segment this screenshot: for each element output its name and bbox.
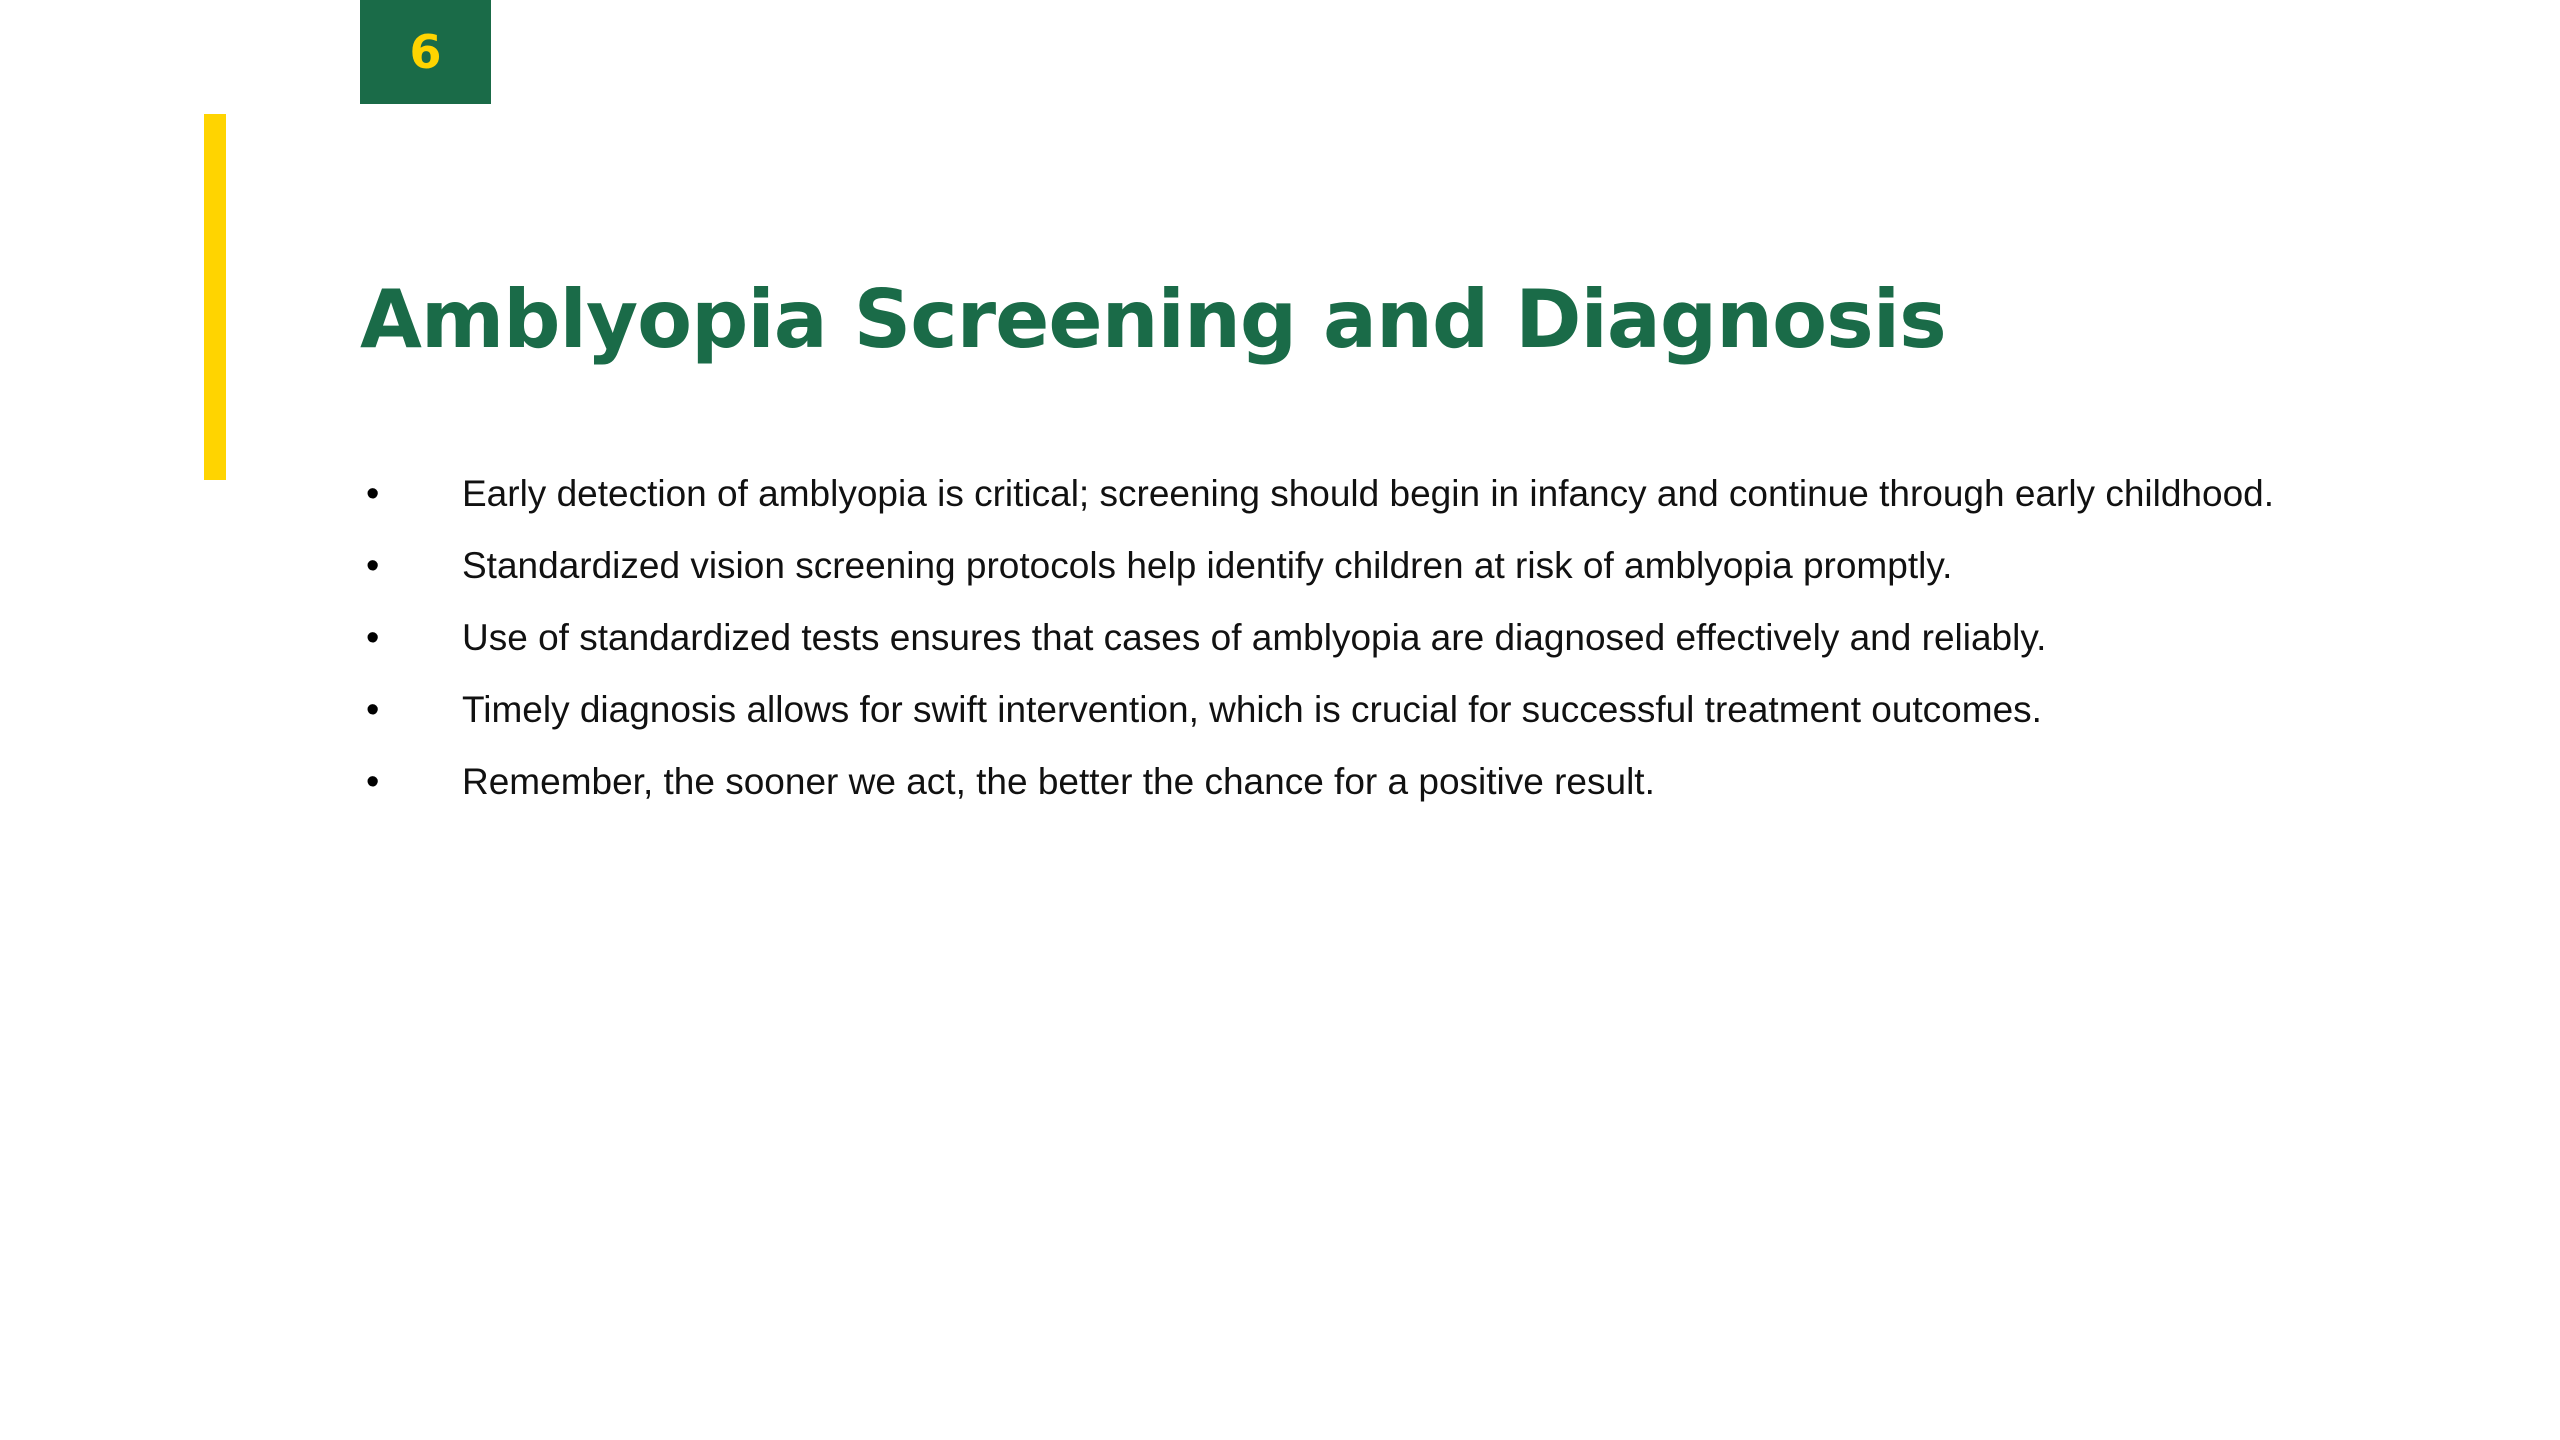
bullet-item	[360, 458, 2380, 530]
page-number-badge	[360, 0, 491, 104]
bullet-text: Early detection of amblyopia is critical; screening should begin in infancy and continue through early childhood.	[462, 473, 2275, 514]
bullet-list	[360, 458, 2380, 818]
slide-title: Amblyopia Screening and Diagnosis	[360, 273, 1946, 366]
bullet-text: Remember, the sooner we act, the better the chance for a positive result.	[462, 761, 1655, 802]
bullet-item	[360, 530, 2380, 602]
bullet-item	[360, 674, 2380, 746]
bullet-item	[360, 746, 2380, 818]
bullet-marker: •	[366, 473, 380, 515]
accent-bar	[204, 114, 226, 480]
bullet-marker: •	[366, 617, 380, 659]
bullet-item	[360, 602, 2380, 674]
bullet-marker: •	[366, 761, 380, 803]
bullet-marker: •	[366, 689, 380, 731]
bullet-text: Use of standardized tests ensures that cases of amblyopia are diagnosed effectively and reliably.	[462, 617, 2047, 658]
page-number: 6	[409, 25, 442, 79]
bullet-marker: •	[366, 545, 380, 587]
bullet-text: Timely diagnosis allows for swift intervention, which is crucial for successful treatment outcomes.	[462, 689, 2042, 730]
bullet-text: Standardized vision screening protocols help identify children at risk of amblyopia promptly.	[462, 545, 1953, 586]
